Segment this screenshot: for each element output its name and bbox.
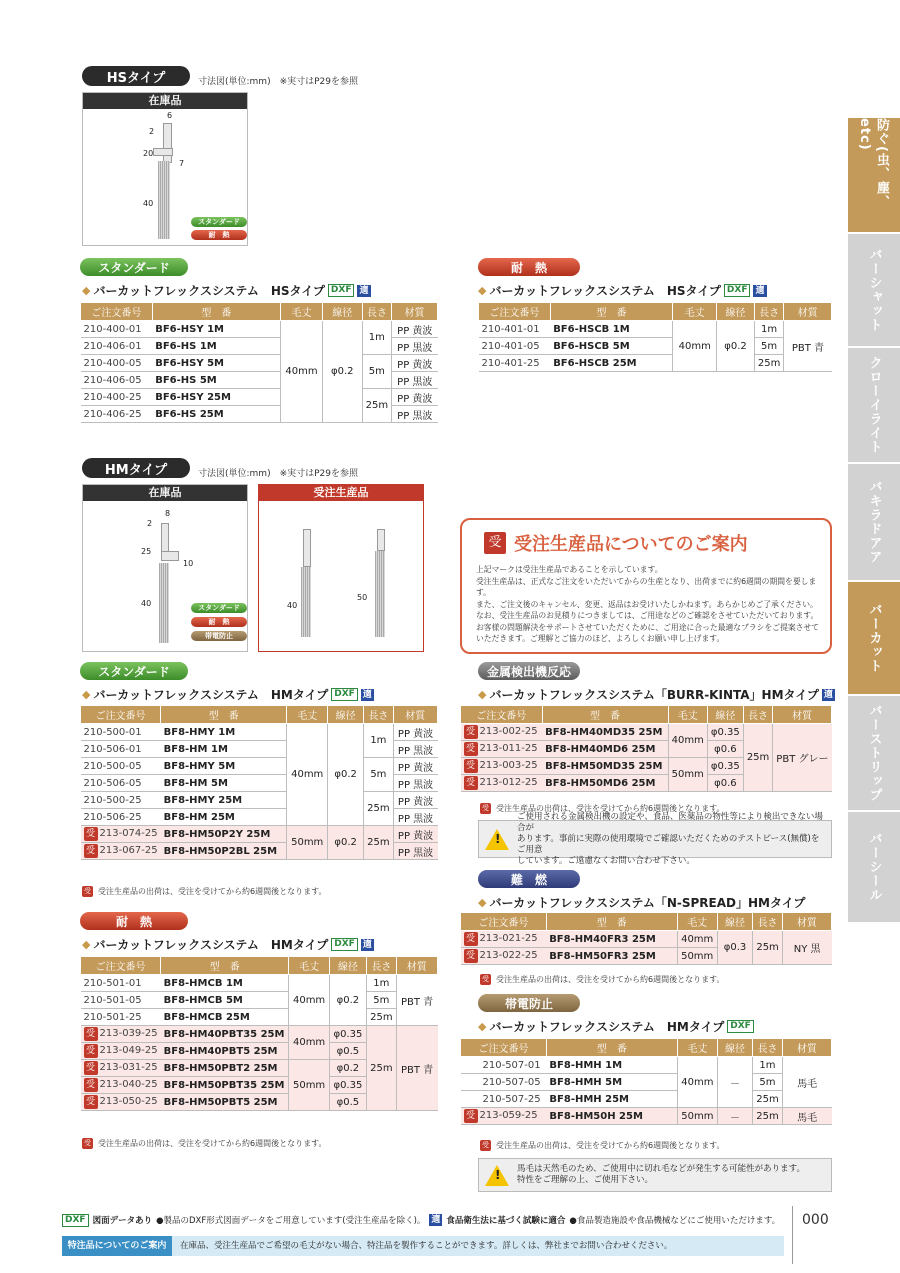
static-title: ◆ バーカットフレックスシステム HMタイプ DXF <box>478 1018 754 1035</box>
hm-standard-foot <box>82 886 326 897</box>
footer-divider <box>792 1206 793 1264</box>
table-row: 210-501-25 BF8-HMCB 25M 25m <box>81 1009 438 1026</box>
static-table: ご注文番号 型 番 毛丈 線径 長さ 材質 210-507-01 BF8-HMH 1M 40mm － 1m 馬毛 210-507-05 BF8-HMH 5M 5m 210-507-25 BF8-HMH 25M 25m 受 213-059-25 BF8-HM50H 25M 50mm － 25m 馬毛 <box>460 1038 832 1125</box>
order-notice <box>460 518 832 654</box>
flame-foot-text: 受注生産品の出荷は、受注を受けてから約6週間後となります。 <box>496 975 725 984</box>
table-row: 210-500-25 BF8-HMY 25M 25m PP 黄波 <box>81 792 438 809</box>
flame-foot <box>480 974 724 985</box>
side-tab-barseal-label: バーシール <box>866 832 882 902</box>
metal-table: ご注文番号 型 番 毛丈 線径 長さ 材質 受 213-002-25 BF8-HM40MD35 25M 40mm φ0.35 25m PBT グレー 受 213-011-25 BF8-HM40MD6 25M φ0.6 受 213-003-25 BF8-HM50MD35 25M 50mm φ0.35 受 213-012-25 BF8-HM50MD6 25M φ0.6 <box>460 705 832 792</box>
hs-holder-foot <box>153 148 173 156</box>
order-mark-icon: 受 <box>464 932 478 946</box>
hm-stock-header: 在庫品 <box>83 485 247 501</box>
food-safe-icon: 適 <box>359 285 369 296</box>
hs-dim-20: 20 <box>143 149 154 158</box>
food-safe-icon: 適 <box>755 285 765 296</box>
order-mark-icon: 受 <box>464 949 478 963</box>
metal-title-text: バーカットフレックスシステム「BURR-KINTA」HMタイプ <box>489 688 819 702</box>
hs-badge-heat: 耐 熱 <box>191 230 247 240</box>
hm-holder-foot <box>161 551 179 561</box>
hs-standard-table: ご注文番号 型 番 毛丈 線径 長さ 材質 210-400-01 BF6-HSY 1M 40mm φ0.2 1m PP 黄波 210-406-01 BF6-HS 1M PP 黒波 210-400-05 BF6-HSY 5M 5m PP 黄波 210-406-05 BF6-HS 5M PP 黒波 210-400-25 BF6-HSY 25M 25m PP 黄波 210-406-25 BF6-HS 25M PP 黒波 <box>80 302 438 423</box>
notice-title <box>484 530 748 556</box>
warning-icon: ! <box>485 1165 509 1186</box>
hs-heat-category: 耐 熱 <box>478 258 580 276</box>
hs-drawing-panel <box>82 92 248 246</box>
hs-heat-title-text: バーカットフレックスシステム HSタイプ <box>489 284 721 298</box>
static-foot-text: 受注生産品の出荷は、受注を受けてから約6週間後となります。 <box>496 1141 725 1150</box>
hs-panel-header: 在庫品 <box>83 93 247 109</box>
hm-order-header: 受注生産品 <box>259 485 423 501</box>
flame-category: 難 燃 <box>478 870 580 888</box>
food-safe-icon: 適 <box>362 939 372 950</box>
hm-standard-foot-text: 受注生産品の出荷は、受注を受けてから約6週間後となります。 <box>98 887 327 896</box>
table-row: 210-501-05 BF8-HMCB 5M 5m <box>81 992 438 1009</box>
hm-dim-40: 40 <box>141 599 152 608</box>
order-mark-icon: 受 <box>84 1095 98 1109</box>
static-title-text: バーカットフレックスシステム HMタイプ <box>489 1020 725 1034</box>
table-row: 210-507-05 BF8-HMH 5M 5m <box>461 1074 832 1091</box>
hm-heat-title-text: バーカットフレックスシステム HMタイプ <box>93 938 329 952</box>
table-row: 210-500-01 BF8-HMY 1M 40mm φ0.2 1m PP 黄波 <box>81 724 438 741</box>
table-row: 受 213-011-25 BF8-HM40MD6 25M φ0.6 <box>461 741 832 758</box>
hm-standard-table: ご注文番号 型 番 毛丈 線径 長さ 材質 210-500-01 BF8-HMY 1M 40mm φ0.2 1m PP 黄波 210-506-01 BF8-HM 1M PP 黒波 210-500-05 BF8-HMY 5M 5m PP 黄波 210-506-05 BF8-HM 5M PP 黒波 210-500-25 BF8-HMY 25M 25m PP 黄波 210-506-25 BF8-HM 25M PP 黒波 受 213-074-25 BF8-HM50P2Y 25M 50mm φ0.2 25m PP 黄波 受 213-067-25 BF8-HM50P2BL 25M PP 黒波 <box>80 705 438 860</box>
order-mark-icon: 受 <box>464 776 478 790</box>
hs-dim-40: 40 <box>143 199 154 208</box>
static-category: 帯電防止 <box>478 994 580 1012</box>
table-row: 受 213-049-25 BF8-HM40PBT5 25M φ0.5 <box>81 1043 438 1060</box>
order-mark-icon: 受 <box>84 1044 98 1058</box>
table-row: 210-406-05 BF6-HS 5M PP 黒波 <box>81 372 438 389</box>
order-mark-icon: 受 <box>84 827 98 841</box>
hm-dim-25: 25 <box>141 547 152 556</box>
dxf-legend-text: ●製品のDXF形式図面データをご用意しています(受注生産品を除く)。 <box>156 1216 426 1226</box>
table-row: 受 213-059-25 BF8-HM50H 25M 50mm － 25m 馬毛 <box>461 1108 832 1125</box>
table-row: 210-500-05 BF8-HMY 5M 5m PP 黄波 <box>81 758 438 775</box>
special-order-bar <box>62 1236 784 1256</box>
legend-bar <box>62 1212 782 1228</box>
hs-standard-title-text: バーカットフレックスシステム HSタイプ <box>93 284 325 298</box>
table-row: 210-507-01 BF8-HMH 1M 40mm － 1m 馬毛 <box>461 1057 832 1074</box>
warning-icon: ! <box>485 829 509 850</box>
food-legend-text: ●食品製造施設や食品機械などにご使用いただけます。 <box>569 1216 781 1226</box>
hm-badge-heat: 耐 熱 <box>191 617 247 627</box>
notice-title-text: 受注生産品についてのご案内 <box>514 534 748 555</box>
special-order-label: 特注品についてのご案内 <box>62 1236 172 1256</box>
table-row: 受 213-067-25 BF8-HM50P2BL 25M PP 黒波 <box>81 843 438 860</box>
table-row: 受 213-050-25 BF8-HM50PBT5 25M φ0.5 <box>81 1094 438 1111</box>
side-tab-door-label: バキラドアア <box>866 480 882 564</box>
hm-order-dim-50: 50 <box>357 593 368 602</box>
hm-heat-table: ご注文番号 型 番 毛丈 線径 長さ 材質 210-501-01 BF8-HMCB 1M 40mm φ0.2 1m PBT 青 210-501-05 BF8-HMCB 5M 5m 210-501-25 BF8-HMCB 25M 25m 受 213-039-25 BF8-HM40PBT35 25M 40mm φ0.35 25m PBT 青 受 213-049-25 BF8-HM40PBT5 25M φ0.5 受 213-031-25 BF8-HM50PBT2 25M 50mm φ0.2 受 213-040-25 BF8-HM50PBT35 25M φ0.35 受 213-050-25 BF8-HM50PBT5 25M φ0.5 <box>80 956 438 1111</box>
order-mark-icon: 受 <box>482 1141 489 1149</box>
metal-warning <box>478 811 832 866</box>
table-row: 210-401-05 BF6-HSCB 5M 5m <box>479 338 832 355</box>
order-mark-icon: 受 <box>464 759 478 773</box>
table-row: 受 213-074-25 BF8-HM50P2Y 25M 50mm φ0.2 25m PP 黄波 <box>81 826 438 843</box>
order-mark-icon: 受 <box>84 1139 91 1147</box>
hs-heat-title: ◆ バーカットフレックスシステム HSタイプ DXF 適 <box>478 284 765 298</box>
hm-order-bristle-2 <box>375 551 385 637</box>
metal-foot-text: 受注生産品の出荷は、受注を受けてから約6週間後となります。 <box>496 804 725 813</box>
hs-type-pill: HSタイプ <box>82 66 190 86</box>
side-tab-door[interactable] <box>848 464 900 580</box>
dxf-icon: DXF <box>331 938 358 951</box>
food-safe-icon: 適 <box>431 1215 441 1225</box>
static-foot <box>480 1140 724 1151</box>
side-tab-barcut-label: バーカット <box>866 603 882 673</box>
hm-heat-title: ◆ バーカットフレックスシステム HMタイプ DXF 適 <box>82 938 372 952</box>
table-row: 受 213-021-25 BF8-HM40FR3 25M 40mm φ0.3 25m NY 黒 <box>461 931 832 948</box>
side-tab-closelight-label: クローイライト <box>866 356 882 454</box>
hs-dim-7: 7 <box>179 159 185 168</box>
metal-category: 金属検出機反応 <box>478 662 580 680</box>
side-tab-barstrip[interactable] <box>848 696 900 810</box>
static-warning <box>478 1158 832 1192</box>
side-tab-barshut[interactable] <box>848 234 900 346</box>
static-warning-text: 馬毛は天然毛のため、ご使用中に切れ毛などが発生する可能性があります。 特性をご理解の上、ご使用下さい。 <box>517 1164 805 1185</box>
hm-order-holder-2 <box>377 529 385 551</box>
hm-badge-standard: スタンダード <box>191 603 247 613</box>
hm-order-panel <box>258 484 424 652</box>
side-tab-closelight[interactable] <box>848 348 900 462</box>
table-row: 210-501-01 BF8-HMCB 1M 40mm φ0.2 1m PBT 青 <box>81 975 438 992</box>
hm-order-bristle-1 <box>301 567 311 637</box>
table-row: 受 213-003-25 BF8-HM50MD35 25M 50mm φ0.35 <box>461 758 832 775</box>
hm-standard-title-text: バーカットフレックスシステム HMタイプ <box>93 688 329 702</box>
hs-standard-category: スタンダード <box>80 258 188 276</box>
metal-title: ◆ バーカットフレックスシステム「BURR-KINTA」HMタイプ 適 <box>478 688 833 702</box>
hm-dim-8: 8 <box>165 509 171 518</box>
flame-title-text: バーカットフレックスシステム「N-SPREAD」HMタイプ <box>489 896 806 910</box>
hm-heat-foot <box>82 1138 326 1149</box>
hm-order-holder-1 <box>303 529 311 567</box>
hs-bristle <box>158 161 170 239</box>
dxf-icon: DXF <box>328 284 355 297</box>
side-tab-barstrip-label: バーストリップ <box>866 704 882 802</box>
flame-table: ご注文番号 型 番 毛丈 線径 長さ 材質 受 213-021-25 BF8-HM40FR3 25M 40mm φ0.3 25m NY 黒 受 213-022-25 BF8-HM50FR3 25M 50mm <box>460 912 832 965</box>
hm-standard-title: ◆ バーカットフレックスシステム HMタイプ DXF 適 <box>82 688 372 702</box>
hs-standard-title: ◆ バーカットフレックスシステム HSタイプ DXF 適 <box>82 284 369 298</box>
table-row: 210-401-01 BF6-HSCB 1M 40mm φ0.2 1m PBT 青 <box>479 321 832 338</box>
dxf-icon: DXF <box>62 1214 89 1227</box>
order-mark-icon: 受 <box>464 725 478 739</box>
side-tab-barshut-label: バーシャット <box>866 248 882 332</box>
side-tab-prevent[interactable] <box>848 118 900 232</box>
table-row: 210-401-25 BF6-HSCB 25M 25m <box>479 355 832 372</box>
order-mark-icon: 受 <box>482 804 489 812</box>
table-row: 210-406-01 BF6-HS 1M PP 黒波 <box>81 338 438 355</box>
notice-body: 上記マークは受注生産品であることを示しています。 受注生産品は、正式なご注文をいただいてからの生産となり、出荷までに約6週間の期間を要します。 また、ご注文後のキャンセル、変更、返品はお受けいたしかねます。あらかじめご了承ください。 なお、受注生産品のお見積りにつきましては、ご用途などのご確認をさせていただいております。 お客様の問題解決をサポートさせていただくために、ご用途に合った最適なブラシをご提案させて いただきます。ご理解とご協力のほど、よろしくお願い申し上げます。 <box>476 565 820 643</box>
dxf-icon: DXF <box>727 1020 754 1033</box>
table-row: 受 213-031-25 BF8-HM50PBT2 25M 50mm φ0.2 <box>81 1060 438 1077</box>
food-safe-icon: 適 <box>362 689 372 700</box>
hm-heat-category: 耐 熱 <box>80 912 188 930</box>
order-mark-icon: 受 <box>464 742 478 756</box>
dxf-icon: DXF <box>724 284 751 297</box>
dxf-legend-label: 図面データあり <box>92 1216 153 1226</box>
hm-type-pill: HMタイプ <box>82 458 190 478</box>
food-safe-icon: 適 <box>823 689 833 700</box>
order-mark-icon: 受 <box>84 1061 98 1075</box>
special-order-text: 在庫品、受注生産品でご希望の毛丈がない場合、特注品を製作することができます。詳しくは、弊社までお問い合わせください。 <box>180 1241 673 1251</box>
hm-heat-foot-text: 受注生産品の出荷は、受注を受けてから約6週間後となります。 <box>98 1139 327 1148</box>
hm-dim-note: 寸法図(単位:mm) ※実寸はP29を参照 <box>198 469 359 479</box>
metal-warning-text: ご使用される金属検出機の設定や、食品、医薬品の物性等により検出できない場合が あります。事前に実際の使用環境でご確認いただくためのテストピース(無償)をご用意 しています。ご遠慮なくお問い合わせ下さい。 <box>517 811 823 866</box>
table-row: 210-400-05 BF6-HSY 5M 5m PP 黄波 <box>81 355 438 372</box>
hs-heat-table: ご注文番号 型 番 毛丈 線径 長さ 材質 210-401-01 BF6-HSCB 1M 40mm φ0.2 1m PBT 青 210-401-05 BF6-HSCB 5M 5m 210-401-25 BF6-HSCB 25M 25m <box>478 302 832 372</box>
hs-dim-2: 2 <box>149 127 155 136</box>
table-row: 210-400-25 BF6-HSY 25M 25m PP 黄波 <box>81 389 438 406</box>
food-legend-label: 食品衛生法に基づく試験に適合 <box>446 1216 566 1226</box>
table-row: 210-406-25 BF6-HS 25M PP 黒波 <box>81 406 438 423</box>
hs-dim-6: 6 <box>167 111 173 120</box>
dxf-icon: DXF <box>331 688 358 701</box>
order-mark-icon: 受 <box>482 975 489 983</box>
flame-title: ◆ バーカットフレックスシステム「N-SPREAD」HMタイプ <box>478 896 806 910</box>
table-row: 受 213-039-25 BF8-HM40PBT35 25M 40mm φ0.35 25m PBT 青 <box>81 1026 438 1043</box>
hs-holder <box>163 123 172 163</box>
table-row: 210-506-01 BF8-HM 1M PP 黒波 <box>81 741 438 758</box>
side-tab-barseal[interactable] <box>848 812 900 922</box>
order-mark-icon: 受 <box>84 887 91 895</box>
hm-standard-category: スタンダード <box>80 662 188 680</box>
hs-badge-standard: スタンダード <box>191 217 247 227</box>
order-mark-icon: 受 <box>84 1027 98 1041</box>
side-tab-barcut[interactable] <box>848 582 900 694</box>
table-row: 受 213-040-25 BF8-HM50PBT35 25M φ0.35 <box>81 1077 438 1094</box>
page-number: 000 <box>802 1212 829 1228</box>
hm-order-dim-40: 40 <box>287 601 298 610</box>
table-row: 受 213-002-25 BF8-HM40MD35 25M 40mm φ0.35 25m PBT グレー <box>461 724 832 741</box>
hm-stock-panel <box>82 484 248 652</box>
table-row: 210-506-05 BF8-HM 5M PP 黒波 <box>81 775 438 792</box>
table-row: 受 213-012-25 BF8-HM50MD6 25M φ0.6 <box>461 775 832 792</box>
table-row: 受 213-022-25 BF8-HM50FR3 25M 50mm <box>461 948 832 965</box>
order-mark-icon: 受 <box>464 1109 478 1123</box>
side-tab-prevent-label: 防ぐ(虫、塵、etc) <box>857 118 889 209</box>
hm-dim-10: 10 <box>183 559 194 568</box>
order-mark-icon: 受 <box>484 532 506 554</box>
order-mark-icon: 受 <box>84 1078 98 1092</box>
hs-dim-note: 寸法図(単位:mm) ※実寸はP29を参照 <box>198 77 359 87</box>
table-row: 210-506-25 BF8-HM 25M PP 黒波 <box>81 809 438 826</box>
table-row: 210-507-25 BF8-HMH 25M 25m <box>461 1091 832 1108</box>
hm-bristle <box>159 563 169 643</box>
table-row: 210-400-01 BF6-HSY 1M 40mm φ0.2 1m PP 黄波 <box>81 321 438 338</box>
hm-badge-static: 帯電防止 <box>191 631 247 641</box>
order-mark-icon: 受 <box>84 844 98 858</box>
hm-dim-2: 2 <box>147 519 153 528</box>
